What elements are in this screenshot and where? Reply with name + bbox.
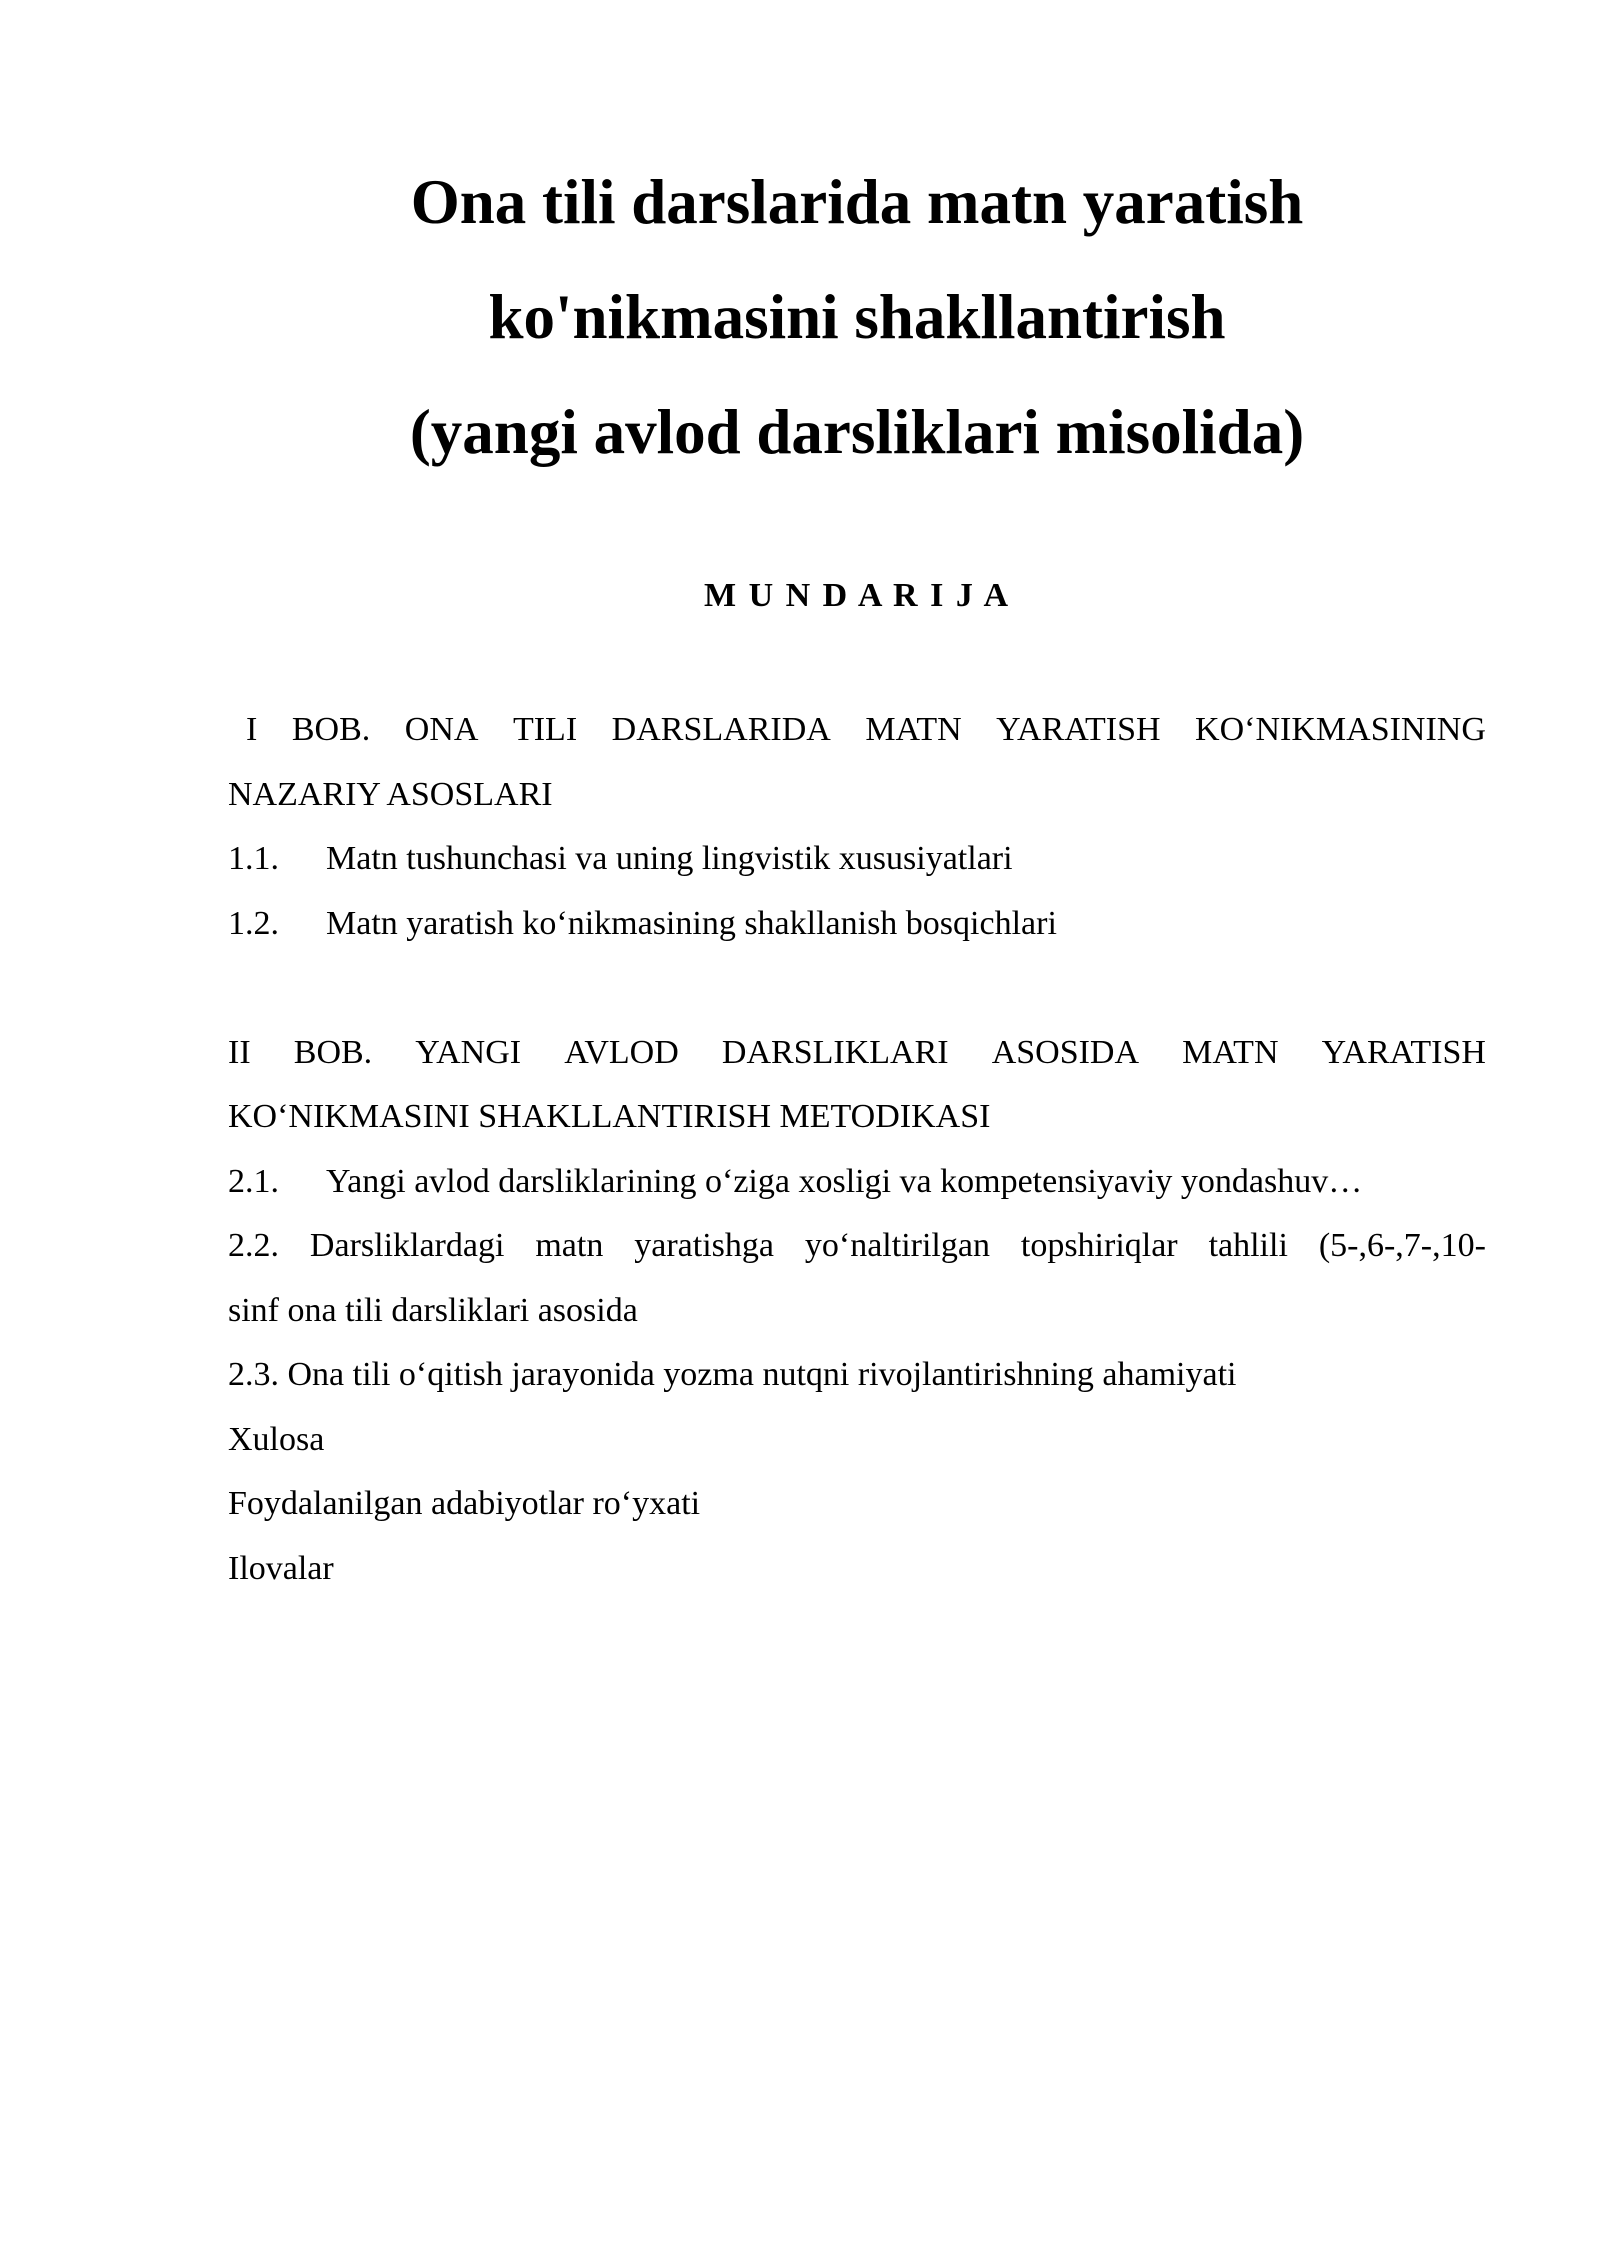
justified-word: MATN bbox=[1182, 1033, 1279, 1071]
justified-word: ASOSIDA bbox=[991, 1033, 1140, 1071]
justified-word: YANGI bbox=[415, 1033, 522, 1071]
justified-word: Darsliklardagi bbox=[309, 1227, 505, 1264]
justified-word: YARATISH bbox=[1321, 1033, 1486, 1071]
title-line-1: Ona tili darslarida matn yaratish bbox=[410, 167, 1304, 237]
justified-word: II bbox=[228, 1033, 251, 1071]
justified-word: yaratishga bbox=[634, 1227, 774, 1264]
title-line-2: ko'nikmasini shakllantirish bbox=[488, 282, 1226, 352]
justified-word: DARSLARIDA bbox=[611, 711, 831, 748]
justified-word: KOʻNIKMASINING bbox=[1195, 711, 1486, 748]
toc-item-text: Matn tushunchasi va uning lingvistik xususiyatlari bbox=[326, 840, 1013, 877]
contents-heading: M U N D A R I J A bbox=[703, 577, 1011, 614]
title-line-3: (yangi avlod darsliklari misolida) bbox=[409, 397, 1305, 467]
document-title bbox=[228, 0, 1486, 490]
blank-line bbox=[228, 956, 1486, 1021]
chapter2-heading-line1 bbox=[228, 1021, 1486, 1086]
justified-word: YARATISH bbox=[996, 711, 1161, 748]
justified-word: DARSLIKLARI bbox=[721, 1033, 949, 1071]
toc-item-2-3: 2.3. Ona tili oʻqitish jarayonida yozma nutqni rivojlantirishning ahamiyati bbox=[228, 1356, 1237, 1393]
chapter2-heading-line2: KOʻNIKMASINI SHAKLLANTIRISH METODIKASI bbox=[228, 1098, 991, 1135]
justified-word: MATN bbox=[865, 711, 962, 748]
justified-word: tahlili bbox=[1208, 1227, 1288, 1264]
toc-item-1-1 bbox=[228, 827, 1486, 892]
justified-word: TILI bbox=[512, 711, 578, 748]
toc-item-ilovalar: Ilovalar bbox=[228, 1549, 334, 1587]
justified-word: AVLOD bbox=[564, 1033, 679, 1071]
chapter1-heading-line2: NAZARIY ASOSLARI bbox=[228, 775, 553, 813]
toc-item-xulosa: Xulosa bbox=[228, 1420, 325, 1458]
toc-item-2-2-line1 bbox=[228, 1214, 1486, 1279]
table-of-contents bbox=[228, 698, 1486, 1601]
toc-item-number: 1.1. bbox=[228, 840, 279, 877]
justified-word: (5-,6-,7-,10- bbox=[1318, 1227, 1486, 1264]
justified-word: yoʻnaltirilgan bbox=[804, 1227, 990, 1264]
toc-item-text: Matn yaratish koʻnikmasining shakllanish bosqichlari bbox=[326, 904, 1057, 942]
chapter1-heading-line1 bbox=[228, 698, 1486, 763]
justified-word: 2.2. bbox=[228, 1227, 279, 1264]
toc-item-2-1 bbox=[228, 1150, 1486, 1215]
justified-word: BOB. bbox=[293, 1033, 373, 1071]
justified-word: I bbox=[246, 711, 258, 748]
toc-item-number: 2.1. bbox=[228, 1162, 279, 1200]
page-content bbox=[228, 0, 1486, 1601]
justified-word: ONA bbox=[404, 711, 479, 748]
toc-item-adabiyotlar: Foydalanilgan adabiyotlar roʻyxati bbox=[228, 1485, 701, 1522]
justified-word: matn bbox=[535, 1227, 604, 1264]
toc-item-2-2-line2: sinf ona tili darsliklari asosida bbox=[228, 1291, 638, 1329]
toc-item-1-2 bbox=[228, 892, 1486, 957]
justified-word: BOB. bbox=[291, 711, 371, 748]
toc-item-number: 1.2. bbox=[228, 904, 279, 942]
toc-item-text: Yangi avlod darsliklarining oʻziga xosligi va kompetensiyaviy yondashuv… bbox=[326, 1162, 1363, 1200]
justified-word: topshiriqlar bbox=[1020, 1227, 1178, 1264]
